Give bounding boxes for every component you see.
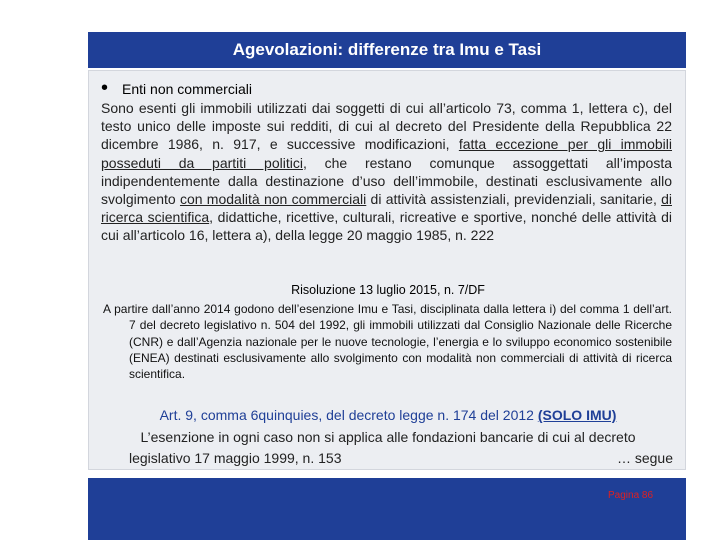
resolution-paragraph: A partire dall’anno 2014 godono dell’esenzione Imu e Tasi, disciplinata dalla lettera i) del comma 1 dell’art. 7 del decreto legislativo n. 504 del 1992, gli immobili utilizzati dal Consiglio Nazionale delle Ricerche (CNR) e dall’Agenzia nazionale per le nuove tecnologie, l’energia e lo sviluppo economico sostenibile (ENEA) destinati esclusivamente allo svolgimento con modalità non commerciali di attività di ricerca scientifica. [103, 302, 672, 382]
slide-title: Agevolazioni: differenze tra Imu e Tasi [232, 40, 542, 59]
underlined-research: di ricerca scientifica [101, 191, 672, 226]
solo-imu-label: (SOLO IMU) [537, 407, 617, 423]
bullet-icon: • [101, 77, 109, 99]
main-text-2: , che restano comunque assoggettati all’imposta indipendentemente dalla destinazione d’uso dell’immobile, destinati esclusivamente allo svolgimento [101, 154, 673, 208]
main-paragraph [101, 99, 672, 245]
title-bar [88, 32, 686, 68]
article-text: Art. 9, comma 6quinquies, del decreto legge n. 174 del 2012 [159, 407, 538, 423]
article-reference [89, 407, 687, 423]
continue-label: … segue [616, 450, 673, 466]
underlined-non-commercial: con modalità non commerciali [179, 191, 367, 208]
exemption-line-2 [129, 450, 673, 466]
underlined-exception: fatta eccezione per gli immobili posseduti da partiti politici [101, 136, 673, 171]
main-text-3: di attività assistenziali, previdenziali, sanitarie, [366, 191, 662, 208]
left-margin [0, 30, 88, 540]
page-number: Pagina 86 [608, 490, 654, 501]
main-text-1: Sono esenti gli immobili utilizzati dai soggetti di cui all’articolo 73, comma 1, lettera c), del testo unico delle imposte sui redditi, di cui al decreto del Presidente della Repubblica 22 dicembre 1986, n. 917, e successive modificazioni, [101, 100, 672, 153]
exemption-line-1: L’esenzione in ogni caso non si applica alle fondazioni bancarie di cui al decreto [140, 429, 636, 445]
bullet-label: Enti non commerciali [122, 81, 252, 97]
main-text-4: , didattiche, ricettive, culturali, ricreative e sportive, nonché delle attività di cui all’articolo 16, lettera a), della legge 20 maggio 1985, n. 222 [101, 209, 673, 244]
resolution-title: Risoluzione 13 luglio 2015, n. 7/DF [291, 283, 485, 297]
bullet-item [101, 77, 252, 99]
footer-bar [88, 478, 686, 540]
exemption-law: legislativo 17 maggio 1999, n. 153 [129, 450, 342, 466]
content-box [88, 70, 686, 470]
